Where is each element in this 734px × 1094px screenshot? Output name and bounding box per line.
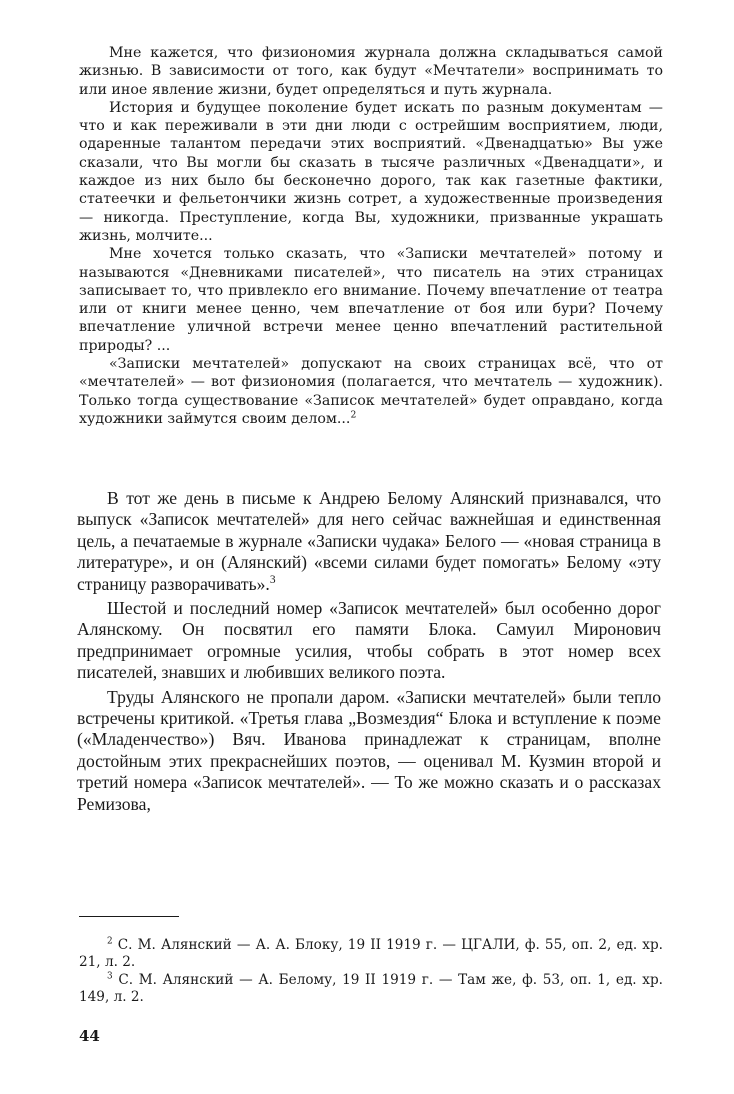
letter-quote-block (79, 44, 663, 428)
quote-paragraph: Мне хочется только сказать, что «Записки мечтателей» потому и называются «Дневниками писателей», что писатель на этих страницах записывает то, что привлекло его внимание. Почему впечатление от театра или от книги менее ценно, чем впечатление от боя или бури? Почему впечатление уличной встречи менее ценно впечатлений растительной природы? ... (79, 246, 663, 354)
footnote-divider (79, 916, 179, 917)
footnote-number: 3 (107, 971, 113, 982)
footnote-text: С. М. Алянский — А. Белому, 19 II 1919 г. — Там же, ф. 53, оп. 1, ед. хр. 149, л. 2. (79, 971, 663, 1006)
quote-text: «Записки мечтателей» допускают на своих страницах всё, что от «мечтателей» — вот физиономия (полагается, что мечтатель — художник). Только тогда существование «Записок мечтателей» будет оправдано, когда художники займутся своим делом... (79, 356, 663, 427)
body-paragraph (77, 488, 661, 595)
footnotes (79, 937, 663, 1007)
footnote-number: 2 (107, 936, 113, 947)
page-number: 44 (79, 1027, 100, 1045)
body-paragraph: Шестой и последний номер «Записок мечтателей» был особенно дорог Алянскому. Он посвятил его памяти Блока. Самуил Миронович предпринимает огромные усилия, чтобы собрать в этот номер всех писателей, знавших и любивших великого поэта. (77, 598, 661, 683)
footnote-text: С. М. Алянский — А. А. Блоку, 19 II 1919 г. — ЦГАЛИ, ф. 55, оп. 2, ед. хр. 21, л. 2. (79, 937, 663, 971)
quote-paragraph (79, 355, 663, 428)
quote-paragraph: Мне кажется, что физиономия журнала должна складываться самой жизнью. В зависимости от того, как будут «Мечтатели» воспринимать то или иное явление жизни, будет определяться и путь журнала. (79, 45, 663, 98)
footnote (79, 972, 663, 1007)
main-text (77, 488, 661, 818)
footnote (79, 937, 663, 972)
quote-paragraph: История и будущее поколение будет искать по разным документам — что и как переживали в эти дни люди с острейшим восприятием, люди, одаренные талантом передачи этих восприятий. «Двенадцатью» Вы уже сказали, что Вы могли бы сказать в тысяче различных «Двенадцати», и каждое из них было бы бесконечно дорого, так как газетные фактики, статеечки и фельетончики жизнь сотрет, а художественные произведения — никогда. Преступление, когда Вы, художники, призванные украшать жизнь, молчите... (79, 99, 663, 244)
footnote-ref: 3 (269, 573, 276, 586)
body-text: В тот же день в письме к Андрею Белому Алянский признавался, что выпуск «Записок мечтателей» для него сейчас важнейшая и единственная цель, а печатаемые в журнале «Записки чудака» Белого — «новая страница в литературе», и он (Алянский) «всеми силами будет помогать» Белому «эту страницу разворачивать». (77, 488, 661, 594)
body-paragraph: Труды Алянского не пропали даром. «Записки мечтателей» были тепло встречены критикой. «Третья глава „Возмездия“ Блока и вступление к поэме («Младенчество») Вяч. Иванова принадлежат к страницам, вполне достойным этих прекраснейших поэтов, — оценивал М. Кузмин второй и третий номера «Записок мечтателей». — То же можно сказать и о рассказах Ремизова, (77, 686, 661, 814)
footnote-ref: 2 (350, 409, 357, 421)
